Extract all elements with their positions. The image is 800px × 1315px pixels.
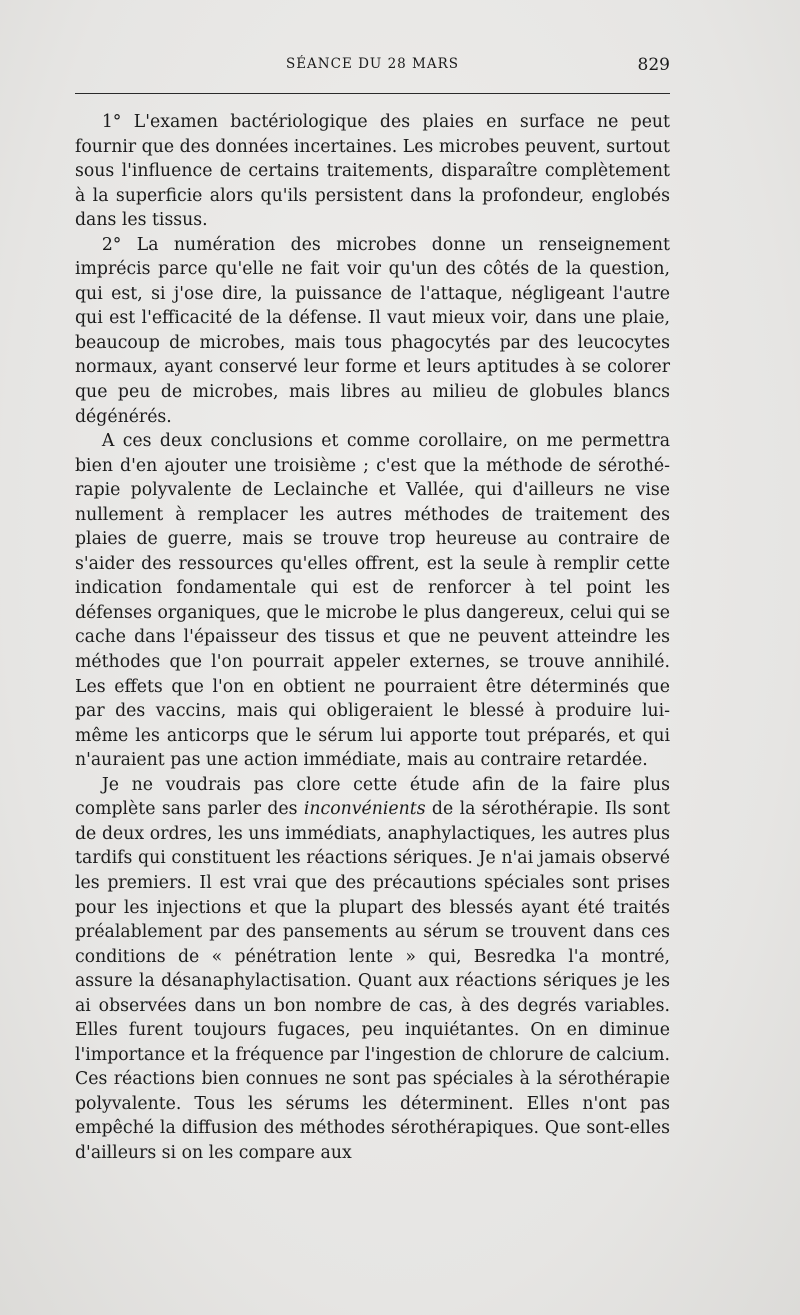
paragraph-4-text-after: de la sérothérapie. Ils sont de deux ordres, les uns immédiats, anaphylactiques, les autres plus tardifs qui constituent les réactions sériques. Je n'ai jamais observé les premiers. Il est vrai que des précautions spéciales sont prises pour les injections et que la plupart des blessés ayant été traités préalablement par des pansements au sérum se trouvent dans ces conditions de « pénétration lente » qui, Besredka l'a montré, assure la désanaphylactisation. Quant aux réactions sériques je les ai observées dans un bon nombre de cas, à des degrés variables. Elles furent toujours fugaces, peu inquiétantes. On en diminue l'importance et la fréquence par l'ingestion de chlorure de calcium. Ces réactions bien connues ne sont pas spéciales à la sérothérapie polyvalente. Tous les sérums les déterminent. Elles n'ont pas empêché la diffusion des méthodes sérothérapiques. Que sont-elles d'ailleurs si on les compare aux xyxy=(75,799,670,1163)
paragraph-4-emphasis: inconvénients xyxy=(303,799,426,820)
header-rule xyxy=(75,93,670,94)
paragraph-2: 2° La numération des microbes donne un renseignement imprécis parce qu'elle ne fait voir qu'un des côtés de la question, qui est, si j'ose dire, la puissance de l'attaque, négligeant l'autre qui est l'efficacité de la défense. Il vaut mieux voir, dans une plaie, beaucoup de microbes, mais tous phagocytés par des leucocytes normaux, ayant conservé leur forme et leurs aptitudes à se colorer que peu de microbes, mais libres au milieu de globules blancs dégénérés. xyxy=(75,234,670,427)
paragraph-4 xyxy=(75,773,670,1166)
running-title: SÉANCE DU 28 MARS xyxy=(285,56,460,72)
paragraph-3: A ces deux conclusions et comme corollaire, on me permettra bien d'en ajouter une troisième ; c'est que la méthode de sérothérapie polyvalente de Leclainche et Vallée, qui d'ailleurs ne vise nullement à remplacer les autres méthodes de traitement des plaies de guerre, mais se trouve trop heureuse au contraire de s'aider des ressources qu'elles offrent, est la seule à remplir cette indication fondamentale qui est de renforcer à tel point les défenses organiques, que le microbe le plus dangereux, celui qui se cache dans l'épaisseur des tissus et que ne peuvent atteindre les méthodes que l'on pourrait appeler externes, se trouve annihilé. Les effets que l'on en obtient ne pourraient être déterminés que par des vaccins, mais qui obligeraient le blessé à produire lui-même les anticorps que le sérum lui apporte tout préparés, et qui n'auraient pas une action immédiate, mais au contraire retardée. xyxy=(75,431,671,771)
paragraph-1: 1° L'examen bactériologique des plaies en surface ne peut fournir que des données incertaines. Les microbes peuvent, surtout sous l'influence de certains traitements, disparaître complètement à la superficie alors qu'ils persistent dans la profondeur, englobés dans les tissus. xyxy=(75,112,670,231)
paragraph-4-text-before: Je ne voudrais pas clore cette étude afin de la faire plus complète sans parler des xyxy=(75,774,670,820)
page-number: 829 xyxy=(637,55,670,75)
body-text xyxy=(75,110,670,1166)
page-header xyxy=(75,56,670,80)
